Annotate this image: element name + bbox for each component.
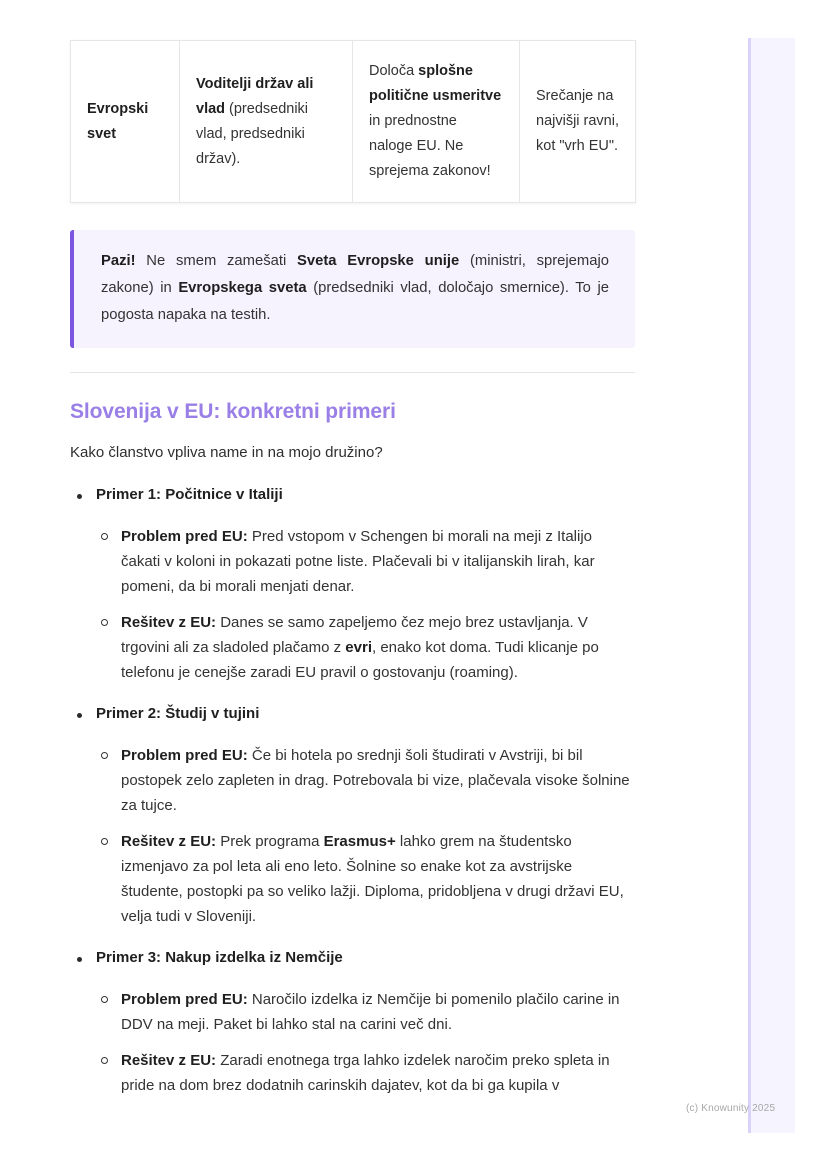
- list-item: [96, 610, 635, 685]
- problem-text: Pred vstopom v Schengen bi morali na meji z Italijo čakati v koloni in pokazati potne liste. Plačevali bi v italijanskih lirah, kar pomeni, da bi morali menjati denar.: [121, 528, 595, 595]
- problem-text: Naročilo izdelka iz Nemčije bi pomenilo plačilo carine in DDV na meji. Paket bi lahko stal na carini več dni.: [121, 991, 620, 1033]
- example-title: Primer 3: Nakup izdelka iz Nemčije: [96, 949, 343, 966]
- members-text: (predsedniki vlad, predsedniki držav).: [196, 100, 309, 167]
- role-bold: splošne politične usmeritve: [369, 63, 502, 104]
- example-sublist: [96, 743, 635, 929]
- callout-label: Pazi!: [101, 253, 136, 269]
- callout-bold: Evropskega sveta: [178, 280, 307, 296]
- example-title: Primer 2: Študij v tujini: [96, 705, 260, 722]
- copyright-footer: (c) Knowunity 2025: [686, 1103, 776, 1114]
- section-intro: Kako članstvo vpliva name in na mojo družino?: [70, 444, 383, 461]
- members-bold: Voditelji držav ali vlad: [196, 75, 314, 117]
- example-sublist: [96, 524, 635, 685]
- section-divider: [70, 372, 635, 373]
- problem-label: Problem pred EU:: [121, 991, 248, 1008]
- solution-text: Prek programa: [216, 833, 324, 850]
- solution-label: Rešitev z EU:: [121, 614, 217, 631]
- solution-label: Rešitev z EU:: [121, 1052, 217, 1069]
- solution-text: lahko grem na študentsko izmenjavo za pol leta ali eno leto. Šolnine so enake kot za avstrijske študente, postopki pa so veliko lažji. Diploma, pridobljena v drugi državi EU, velja tudi v Sloveniji.: [121, 833, 624, 925]
- callout-text: (ministri, sprejemajo zakone) in: [101, 253, 609, 296]
- problem-label: Problem pred EU:: [121, 528, 248, 545]
- solution-text: Zaradi enotnega trga lahko izdelek naročim preko spleta in pride na dom brez dodatnih carinskih dajatev, kot da bi ga kupila v: [121, 1052, 610, 1094]
- solution-bold: evri: [345, 639, 372, 656]
- right-margin-band: [748, 38, 795, 1133]
- page-content: [70, 40, 635, 1098]
- callout-text: Ne smem zamešati: [135, 253, 298, 269]
- solution-text: , enako kot doma. Tudi klicanje po telefonu je cenejše zaradi EU pravil o gostovanju (roaming).: [121, 639, 599, 681]
- list-item: [70, 702, 635, 929]
- problem-label: Problem pred EU:: [121, 747, 248, 764]
- examples-list: [70, 483, 635, 1098]
- solution-text: Danes se samo zapeljemo čez mejo brez ustavljanja. V trgovini ali za sladoled plačamo z: [121, 614, 588, 656]
- role-text-rest: in prednostne naloge EU. Ne sprejema zakonov!: [369, 113, 491, 179]
- list-item: [96, 743, 635, 818]
- institution-name: Evropski svet: [87, 100, 149, 142]
- solution-bold: Erasmus+: [323, 833, 396, 850]
- role-text-pre: Določa: [369, 63, 419, 79]
- example-title: Primer 1: Počitnice v Italiji: [96, 486, 283, 503]
- list-item: [70, 483, 635, 685]
- solution-label: Rešitev z EU:: [121, 833, 217, 850]
- list-item: [96, 1048, 635, 1098]
- list-item: [96, 524, 635, 599]
- callout-bold: Sveta Evropske unije: [297, 253, 460, 269]
- example-sublist: [96, 987, 635, 1098]
- list-item: [70, 946, 635, 1098]
- warning-callout: [70, 230, 635, 348]
- eu-institutions-table: [70, 40, 636, 203]
- callout-text: (predsedniki vlad, določajo smernice). To je pogosta napaka na testih.: [101, 280, 609, 323]
- table-cell-role: [353, 41, 520, 203]
- problem-text: Če bi hotela po srednji šoli študirati v Avstriji, bi bil postopek zelo zapleten in drag. Potrebovala bi vize, plačevala visoke šolnine za tujce.: [121, 747, 630, 814]
- note-text: Srečanje na najvišji ravni, kot "vrh EU".: [536, 88, 619, 154]
- list-item: [96, 829, 635, 929]
- table-row: [71, 41, 636, 203]
- table-cell-members: [180, 41, 353, 203]
- list-item: [96, 987, 635, 1037]
- section-heading: Slovenija v EU: konkretni primeri: [70, 400, 396, 423]
- table-cell-note: [520, 41, 636, 203]
- table-cell-institution: [71, 41, 180, 203]
